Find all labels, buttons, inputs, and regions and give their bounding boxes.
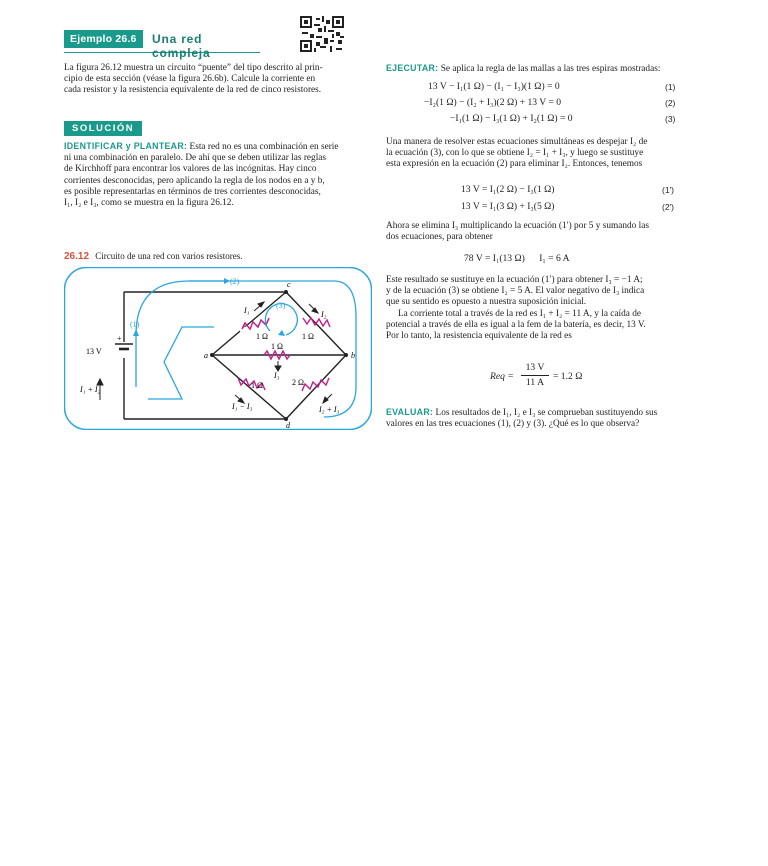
req-lhs: Req = <box>490 371 514 382</box>
battery-plus-sign: + <box>117 334 122 343</box>
result-paragraph <box>386 275 695 342</box>
req-numerator: 13 V <box>525 362 545 373</box>
example-header <box>64 28 260 60</box>
problem-statement <box>64 63 374 97</box>
figure-caption <box>64 251 243 262</box>
example-title: Una red compleja <box>152 32 211 60</box>
req-rhs: = 1.2 Ω <box>553 371 583 382</box>
equation-2-prime-number: (2′) <box>662 202 674 212</box>
figure-caption-text: Circuito de una red con varios resistores. <box>95 251 243 261</box>
text-line: cipio de esta sección (véase la figura 26.6b). Calcule la corriente en <box>64 74 316 85</box>
text-line <box>64 141 374 153</box>
text-line <box>386 407 695 419</box>
equation-1-prime-number: (1′) <box>662 185 674 195</box>
identify-keyword: IDENTIFICAR y PLANTEAR: <box>64 141 188 151</box>
equation-2-number: (2) <box>665 98 676 108</box>
evaluate-keyword: EVALUAR: <box>386 407 434 417</box>
equation-result-I1: 78 V = I₁(13 Ω) I₁ = 6 A <box>464 253 570 264</box>
text-line: corrientes desconocidas, pero aplicando la regla de los nodos en a y b, <box>64 175 325 186</box>
text-line: y de la ecuación (3) se obtiene I₂ = 5 A. El valor negativo de I₃ indica <box>386 286 645 297</box>
equation-3: −I₁(1 Ω) − I₃(1 Ω) + I₂(1 Ω) = 0 <box>450 113 573 124</box>
current-I3-label: I₃ <box>274 371 280 380</box>
text-line: de Kirchhoff para encontrar los valores de las incógnitas. Hay cinco <box>64 164 317 175</box>
execute-intro <box>386 63 695 75</box>
execute-text: Se aplica la regla de las mallas a las tres espiras mostradas: <box>440 64 661 74</box>
current-I1-label: I₁ <box>244 306 250 315</box>
equation-1-prime: 13 V = I₁(2 Ω) − I₃(1 Ω) <box>461 184 555 195</box>
text-line: potencial a través de ella es igual a la fem de la batería, es decir, 13 V. <box>386 319 646 330</box>
text-line: Por lo tanto, la resistencia equivalente de la red es <box>386 331 572 342</box>
text-line: La corriente total a través de la red es I₁ + I₂ = 11 A, y la caída de <box>398 308 642 319</box>
text-span: Los resultados de I₁, I₂ e I₃ se comprueban sustituyendo sus <box>435 408 658 418</box>
equation-1-number: (1) <box>665 82 676 92</box>
resistor-a-b-value: 1 Ω <box>271 342 283 351</box>
text-span: Esta red no es una combinación en serie <box>189 142 339 152</box>
text-line: dos ecuaciones, para obtener <box>386 232 493 243</box>
text-line: la ecuación (3), con lo que se obtiene I₂ = I₁ + I₃, y luego se sustituye <box>386 148 644 159</box>
node-a-dot <box>210 353 214 357</box>
text-line: La figura 26.12 muestra un circuito “puente” del tipo descrito al prin- <box>64 63 323 73</box>
text-line: ni una combinación en paralelo. De ahí que se deben utilizar las reglas <box>64 153 327 164</box>
identify-paragraph <box>64 141 374 209</box>
loop-1-label: (1) <box>130 320 140 329</box>
resistor-a-c-value: 1 Ω <box>256 332 268 341</box>
solve-paragraph <box>386 137 695 171</box>
circuit-figure <box>64 267 372 430</box>
qr-code-icon <box>300 16 344 52</box>
current-I2-label: I₂ <box>321 310 327 319</box>
text-line: Este resultado se sustituye en la ecuación (1′) para obtener I₃ = −1 A; <box>386 275 643 285</box>
node-c-dot <box>284 290 288 294</box>
resistor-a-d-value: 1 Ω <box>251 381 263 390</box>
text-line: Una manera de resolver estas ecuaciones simultáneas es despejar I₂ de <box>386 137 648 147</box>
execute-keyword: EJECUTAR: <box>386 63 439 73</box>
req-denominator: 11 A <box>525 377 545 388</box>
equation-1: 13 V − I₁(1 Ω) − (I₁ − I₃)(1 Ω) = 0 <box>428 81 560 92</box>
resistor-c-b-value: 1 Ω <box>302 332 314 341</box>
equation-2: −I₂(1 Ω) − (I₂ + I₃)(2 Ω) + 13 V = 0 <box>424 97 562 108</box>
node-b-dot <box>344 353 348 357</box>
text-line: es posible representarlas en términos de tres corrientes desconocidas, <box>64 186 321 197</box>
eliminate-paragraph <box>386 221 695 243</box>
node-d-label: d <box>286 421 290 430</box>
text-line: esta expresión en la ecuación (2) para eliminar I₂. Entonces, tenemos <box>386 159 643 170</box>
equation-3-number: (3) <box>665 114 676 124</box>
current-total-label: I₁ + I₂ <box>80 385 101 394</box>
text-line: cada resistor y la resistencia equivalente de la red de cinco resistores. <box>64 85 322 96</box>
loop-2-label: (2) <box>230 277 240 286</box>
current-I2-plus-I3-label: I₂ + I₃ <box>319 405 340 414</box>
equation-2-prime: 13 V = I₁(3 Ω) + I₃(5 Ω) <box>461 201 555 212</box>
node-c-label: c <box>287 280 291 289</box>
figure-number: 26.12 <box>64 251 90 262</box>
current-I1-minus-I3-label: I₁ − I₃ <box>232 402 253 411</box>
req-fraction-bar <box>521 375 549 376</box>
loop-3-label: (3) <box>276 301 286 310</box>
evaluate-paragraph <box>386 407 695 430</box>
text-line: I₁, I₂ e I₃, como se muestra en la figura 26.12. <box>64 198 234 209</box>
example-tag: Ejemplo 26.6 <box>64 30 143 48</box>
resistor-b-d-value: 2 Ω <box>292 378 304 387</box>
solution-tag: SOLUCIÓN <box>64 121 142 136</box>
node-b-label: b <box>351 351 355 360</box>
text-line: Ahora se elimina I₃ multiplicando la ecuación (1′) por 5 y sumando las <box>386 221 649 231</box>
node-a-label: a <box>204 351 208 360</box>
text-line: que su sentido es opuesto a nuestra suposición inicial. <box>386 297 587 308</box>
battery-label: 13 V <box>86 347 102 356</box>
text-line: valores en las tres ecuaciones (1), (2) y (3). ¿Qué es lo que observa? <box>386 419 640 430</box>
